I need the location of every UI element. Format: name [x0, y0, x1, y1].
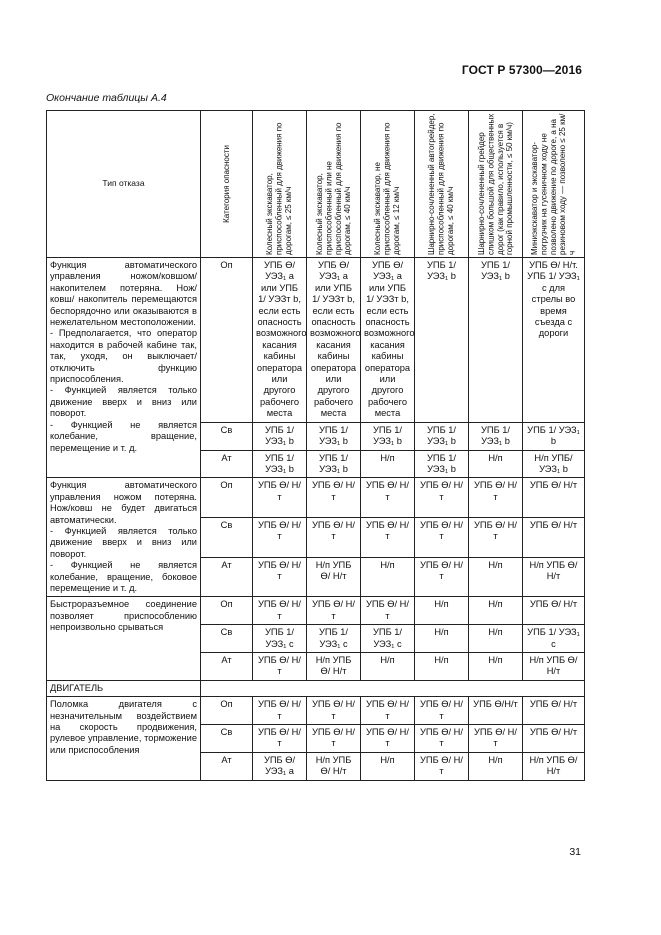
section-title: ДВИГАТЕЛЬ [47, 680, 201, 696]
requirement-cell: УПБ 1/ УЭЗ₁ b [415, 422, 469, 450]
col-machine-3-label: Колесный экскаватор, не приспособленный для движения по дорогам, ≤ 12 км/ч [373, 122, 402, 255]
requirement-cell: УПБ Ѳ/ Н/т [523, 725, 585, 753]
hazard-table [46, 110, 585, 781]
requirement-cell: УПБ Ѳ/ Н/т [523, 697, 585, 725]
requirement-cell: УПБ 1/ УЭЗ₁ b [469, 422, 523, 450]
requirement-cell: УПБ Ѳ/ Н/т [361, 597, 415, 625]
requirement-cell: УПБ Ѳ/ Н/т. УПБ 1/ УЭЗ₁ c для стрелы во время съезда с дороги [523, 258, 585, 423]
requirement-cell: Н/п [469, 752, 523, 780]
requirement-cell: УПБ Ѳ/ Н/т [523, 597, 585, 625]
requirement-cell: Н/п [469, 625, 523, 653]
requirement-cell: Н/п [469, 653, 523, 681]
requirement-cell: УПБ Ѳ/ Н/т [307, 597, 361, 625]
requirement-cell: УПБ 1/ УЭЗ₁ b [415, 258, 469, 423]
requirement-cell: Н/п [469, 450, 523, 478]
requirement-cell: Н/п УПБ Ѳ/ Н/т [307, 557, 361, 597]
requirement-cell: УПБ 1/ УЭЗ₁ b [469, 258, 523, 423]
col-machine-4 [415, 111, 469, 258]
requirement-cell: УПБ Ѳ/ Н/т [253, 697, 307, 725]
requirement-cell: УПБ Ѳ/ Н/т [469, 478, 523, 518]
requirement-cell: УПБ Ѳ/ Н/т [469, 518, 523, 558]
requirement-cell: УПБ Ѳ/ УЭЗ₁ a или УПБ 1/ УЭЗт b, если есть опасность возможного касания кабины оператора или другого рабочего места [307, 258, 361, 423]
table-body [47, 258, 585, 781]
col-hazard-category-label: Категория опасности [221, 145, 231, 223]
failure-description: Функция автоматического управления ножом/ковшом/накопителем потеряна. Нож/ковш/ накопитель перемещаются беспорядочно или оказываются в нежелательном местоположении. - Предполагается, что оператор находится в рабочей кабине так, так, уходя, он выключает/отключить функцию приспособления. - Функцией является только движение вверх и вниз или поворот. - Функцией не является колебание, вращение, перемещение и т. д. [47, 258, 201, 478]
failure-description: Быстроразъемное соединение позволяет приспособлению непроизвольно срываться [47, 597, 201, 680]
requirement-cell: УПБ Ѳ/ Н/т [415, 557, 469, 597]
requirement-cell: УПБ Ѳ/ Н/т [415, 752, 469, 780]
col-failure-type-label: Тип отказа [102, 178, 145, 189]
table-row [47, 258, 585, 423]
col-machine-5 [469, 111, 523, 258]
col-machine-1-label: Колесный экскаватор, приспособленный для движения по дорогам, ≤ 25 км/ч [265, 122, 294, 255]
requirement-cell: Н/п УПБ Ѳ/ Н/т [523, 653, 585, 681]
table-row [47, 697, 585, 725]
requirement-cell: УПБ Ѳ/ Н/т [415, 697, 469, 725]
requirement-cell: Н/п УПБ Ѳ/ Н/т [307, 653, 361, 681]
requirement-cell: УПБ Ѳ/ Н/т [253, 478, 307, 518]
requirement-cell: УПБ Ѳ/ Н/т [415, 725, 469, 753]
requirement-cell: УПБ Ѳ/ Н/т [307, 478, 361, 518]
requirement-cell: Н/п УПБ Ѳ/ Н/т [523, 752, 585, 780]
requirement-cell: Н/п [361, 752, 415, 780]
col-machine-1 [253, 111, 307, 258]
hazard-category-cell: Св [201, 422, 253, 450]
hazard-category-cell: Ат [201, 653, 253, 681]
col-hazard-category [201, 111, 253, 258]
col-machine-4-label: Шарнирно-сочлененный автогрейдер, приспособленный для движения по дорогам, ≤ 40 км/ч [427, 113, 456, 255]
section-empty [201, 680, 585, 696]
col-machine-3 [361, 111, 415, 258]
requirement-cell: Н/п УПБ Ѳ/ Н/т [523, 557, 585, 597]
col-machine-2 [307, 111, 361, 258]
requirement-cell: УПБ Ѳ/ Н/т [523, 518, 585, 558]
table-row [47, 597, 585, 625]
requirement-cell: УПБ Ѳ/ Н/т [307, 518, 361, 558]
requirement-cell: УПБ Ѳ/ Н/т [361, 478, 415, 518]
requirement-cell: Н/п УПБ/ УЭЗ₁ b [523, 450, 585, 478]
hazard-category-cell: Св [201, 518, 253, 558]
section-row [47, 680, 585, 696]
col-machine-5-label: Шарнирно-сочлененный грейдер слишком большой для общественных дорог (как правило, используется в горной промышленности, ≤ 50 км/ч) [476, 113, 514, 255]
requirement-cell: УПБ 1/ УЭЗ₁ c [361, 625, 415, 653]
col-failure-type [47, 111, 201, 258]
requirement-cell: Н/п [361, 557, 415, 597]
hazard-category-cell: Ат [201, 557, 253, 597]
requirement-cell: УПБ Ѳ/ Н/т [307, 697, 361, 725]
col-machine-6-label: Миниэкскаватор и экскаватор-погрузчик на гусеничном ходу не позволено движение по дороге, а на резиновом ходу — позволено ≤ 25 км/ч [529, 113, 577, 255]
requirement-cell: УПБ 1/ УЭЗ₁ b [253, 450, 307, 478]
hazard-category-cell: Оп [201, 478, 253, 518]
hazard-category-cell: Оп [201, 597, 253, 625]
requirement-cell: УПБ 1/ УЭЗ₁ b [307, 422, 361, 450]
requirement-cell: УПБ 1/ УЭЗ₁ b [361, 422, 415, 450]
requirement-cell: УПБ 1/ УЭЗ₁ b [415, 450, 469, 478]
requirement-cell: УПБ Ѳ/ Н/т [415, 478, 469, 518]
requirement-cell: УПБ Ѳ/ Н/т [523, 478, 585, 518]
requirement-cell: УПБ Ѳ/ Н/т [469, 725, 523, 753]
header-row [47, 111, 585, 258]
requirement-cell: УПБ Ѳ/ УЭЗ₁ a или УПБ 1/ УЭЗт b, если есть опасность возможного касания кабины оператора или другого рабочего места [361, 258, 415, 423]
requirement-cell: Н/п [415, 653, 469, 681]
failure-description: Функция автоматического управления ножом потеряна. Нож/ковш не будет двигаться автоматически. - Функцией является только движение вверх и вниз или поворот. - Функцией не является колебание, вращение, боковое перемещение и т. д. [47, 478, 201, 597]
hazard-category-cell: Оп [201, 258, 253, 423]
requirement-cell: УПБ 1/ УЭЗ₁ c [523, 625, 585, 653]
standard-number: ГОСТ Р 57300—2016 [461, 63, 582, 77]
requirement-cell: УПБ 1/ УЭЗ₁ b [307, 450, 361, 478]
requirement-cell: Н/п [361, 450, 415, 478]
requirement-cell: УПБ Ѳ/ Н/т [361, 725, 415, 753]
requirement-cell: УПБ Ѳ/ УЭЗ₁ a [253, 752, 307, 780]
hazard-category-cell: Ат [201, 450, 253, 478]
hazard-category-cell: Св [201, 625, 253, 653]
requirement-cell: Н/п [415, 625, 469, 653]
requirement-cell: УПБ Ѳ/ Н/т [253, 653, 307, 681]
table-caption: Окончание таблицы А.4 [46, 92, 167, 104]
requirement-cell: УПБ Ѳ/ УЭЗ₁ a или УПБ 1/ УЭЗт b, если есть опасность возможного касания кабины оператора или другого рабочего места [253, 258, 307, 423]
requirement-cell: УПБ Ѳ/ Н/т [253, 725, 307, 753]
col-machine-6 [523, 111, 585, 258]
table-row [47, 478, 585, 518]
requirement-cell: УПБ Ѳ/ Н/т [361, 697, 415, 725]
requirement-cell: Н/п УПБ Ѳ/ Н/т [307, 752, 361, 780]
requirement-cell: УПБ 1/ УЭЗ₁ c [307, 625, 361, 653]
failure-description: Поломка двигателя с незначительным воздействием на скорость продвижения, рулевое управление, торможение или приспособления [47, 697, 201, 780]
requirement-cell: УПБ Ѳ/ Н/т [361, 518, 415, 558]
requirement-cell: Н/п [415, 597, 469, 625]
hazard-category-cell: Св [201, 725, 253, 753]
requirement-cell: УПБ 1/ УЭЗ₁ c [253, 625, 307, 653]
requirement-cell: УПБ Ѳ/Н/т [469, 697, 523, 725]
hazard-category-cell: Оп [201, 697, 253, 725]
requirement-cell: Н/п [469, 597, 523, 625]
requirement-cell: Н/п [469, 557, 523, 597]
col-machine-2-label: Колесный экскаватор, приспособленный или не приспособленный для движения по дорогам, ≤ 40 км/ч [314, 122, 352, 255]
requirement-cell: УПБ Ѳ/ Н/т [253, 518, 307, 558]
requirement-cell: УПБ 1/ УЭЗ₁ b [523, 422, 585, 450]
requirement-cell: УПБ Ѳ/ Н/т [415, 518, 469, 558]
hazard-category-cell: Ат [201, 752, 253, 780]
requirement-cell: Н/п [361, 653, 415, 681]
page-number: 31 [569, 846, 581, 858]
requirement-cell: УПБ Ѳ/ Н/т [307, 725, 361, 753]
requirement-cell: УПБ Ѳ/ Н/т [253, 597, 307, 625]
requirement-cell: УПБ 1/ УЭЗ₁ b [253, 422, 307, 450]
requirement-cell: УПБ Ѳ/ Н/т [253, 557, 307, 597]
